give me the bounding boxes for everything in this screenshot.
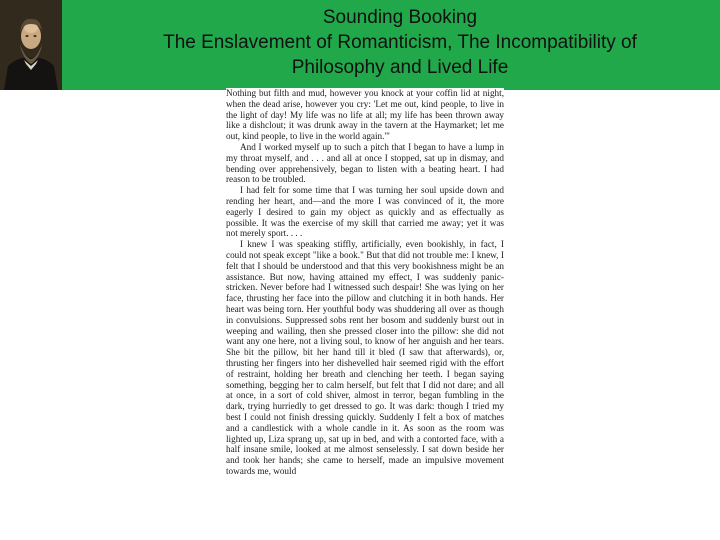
title-banner (0, 0, 720, 90)
excerpt-paragraph: I had felt for some time that I was turning her soul upside down and rending her heart, and—and the more I was convinced of it, the more eagerly I desired to gain my object as quickly and as effectually as possible. It was the exercise of my skill that carried me away; yet it was not merely sport. . . . (226, 185, 504, 239)
slide-title-line-2: The Enslavement of Romanticism, The Incompatibility of (163, 32, 637, 53)
slide-title (90, 5, 710, 80)
author-portrait-icon (0, 0, 62, 90)
excerpt-paragraph: And I worked myself up to such a pitch that I began to have a lump in my throat myself, and . . . and all at once I stopped, sat up in dismay, and bending over apprehensively, began to listen with a beating heart. I had reason to be troubled. (226, 141, 504, 185)
slide-title-line-3: Philosophy and Lived Life (291, 57, 509, 78)
book-excerpt (226, 88, 504, 524)
slide-title-line-1: Sounding Booking (322, 7, 478, 28)
excerpt-paragraph: I knew I was speaking stiffly, artificially, even bookishly, in fact, I could not speak except "like a book." But that did not trouble me: I knew, I felt that I should be understood and that this very bookishness might be an assistance. But now, having attained my effect, I was suddenly panic-stricken. Never before had I witnessed such despair! She was lying on her face, thrusting her face into the pillow and clutching it in both hands. Her heart was being torn. Her youthful body was shuddering all over as though in convulsions. Suppressed sobs rent her bosom and suddenly burst out in weeping and wailing, then she pressed closer into the pillow: she did not want any one here, not a living soul, to know of her anguish and her tears. She bit the pillow, bit her hand till it bled (I saw that afterwards), or, thrusting her fingers into her dishevelled hair seemed rigid with the effort of restraint, holding her breath and clenching her teeth. I began saying something, begging her to calm herself, but felt that I did not dare; and all at once, in a sort of cold shiver, almost in terror, began fumbling in the dark, trying hurriedly to get dressed to go. It was dark: though I tried my best I could not finish dressing quickly. Suddenly I felt a box of matches and a candlestick with a whole candle in it. As soon as the room was lighted up, Liza sprang up, sat up in bed, and with a contorted face, with a half insane smile, looked at me almost senselessly. I sat down beside her and took her hands; she came to herself, made an impulsive movement towards me, would (226, 239, 504, 476)
excerpt-paragraph: Nothing but filth and mud, however you knock at your coffin lid at night, when the dead arise, however you cry: 'Let me out, kind people, to live in the light of day! My life was no life at all; my life has been thrown away like a dishclout; it was drunk away in the tavern at the Haymarket; let me out, kind people, to live in the world again.'" (226, 88, 504, 142)
